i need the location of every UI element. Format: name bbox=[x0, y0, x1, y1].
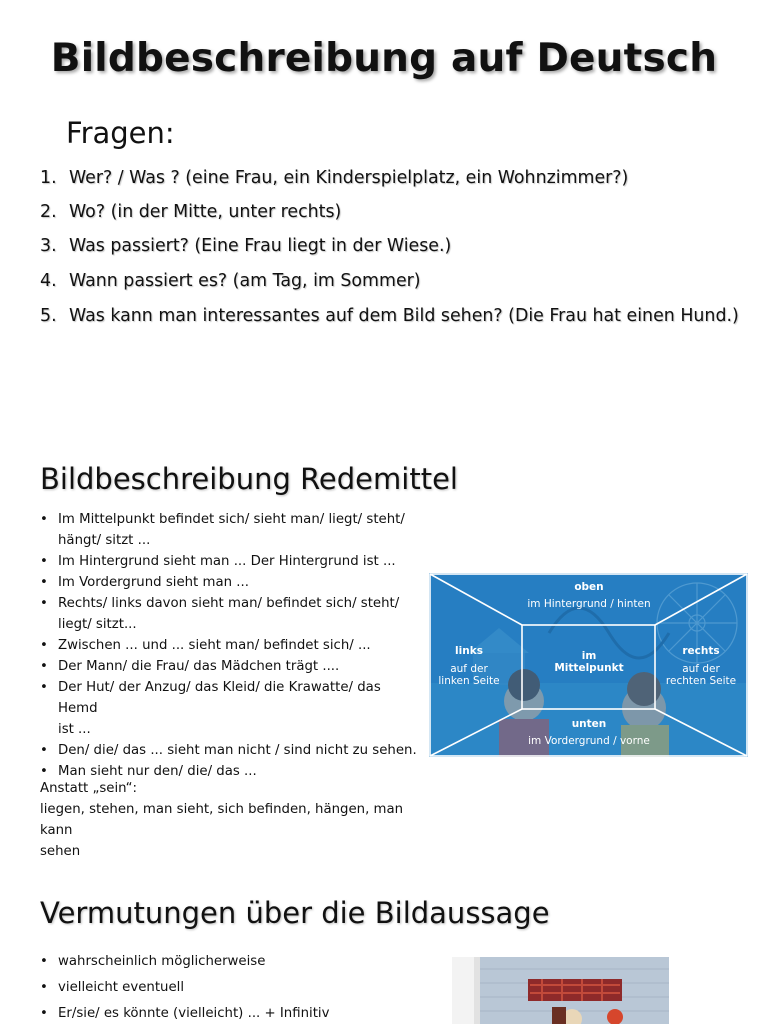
diagram-label-rechts-sub: auf der rechten Seite bbox=[665, 663, 737, 687]
list-item: • Im Hintergrund sieht man ... Der Hintergrund ist ... bbox=[40, 551, 420, 572]
question-number: 3. bbox=[40, 236, 57, 256]
list-item: • Der Hut/ der Anzug/ das Kleid/ die Krawatte/ das Hemd ist ... bbox=[40, 677, 420, 740]
list-item: • Den/ die/ das ... sieht man nicht / sind nicht zu sehen. bbox=[40, 740, 420, 761]
list-item: • Er/sie/ es könnte (vielleicht) ... + Infinitiv bbox=[40, 1001, 400, 1027]
vermutungen-list bbox=[40, 949, 400, 1027]
diagram-label-links-sub: auf der linken Seite bbox=[438, 663, 500, 687]
diagram-label-oben-sub: im Hintergrund / hinten bbox=[527, 598, 651, 610]
question-item bbox=[40, 202, 341, 222]
list-item: • Rechts/ links davon sieht man/ befindet sich/ steht/ liegt/ sitzt... bbox=[40, 593, 420, 635]
position-diagram bbox=[429, 573, 748, 757]
question-item bbox=[40, 306, 739, 326]
anstatt-note bbox=[40, 778, 420, 862]
list-item: • Im Vordergrund sieht man ... bbox=[40, 572, 420, 593]
list-item: • Im Mittelpunkt befindet sich/ sieht man/ liegt/ steht/ hängt/ sitzt ... bbox=[40, 509, 420, 551]
question-number: 2. bbox=[40, 202, 57, 222]
question-item bbox=[40, 271, 421, 291]
diagram-label-unten-sub: im Vordergrund / vorne bbox=[528, 735, 650, 747]
question-item bbox=[40, 236, 451, 256]
diagram-label-mitte: im Mittelpunkt bbox=[554, 650, 624, 674]
photo-illustration bbox=[452, 957, 669, 1024]
question-text: Was kann man interessantes auf dem Bild sehen? (Die Frau hat einen Hund.) bbox=[69, 306, 739, 326]
question-text: Was passiert? (Eine Frau liegt in der Wiese.) bbox=[69, 236, 452, 256]
anstatt-line: sehen bbox=[40, 844, 81, 859]
list-item: • vielleicht eventuell bbox=[40, 975, 400, 1001]
question-item bbox=[40, 168, 628, 188]
question-text: Wann passiert es? (am Tag, im Sommer) bbox=[69, 271, 421, 291]
diagram-label-oben: oben bbox=[574, 581, 604, 593]
fragen-heading: Fragen: bbox=[66, 116, 175, 150]
redemittel-heading: Bildbeschreibung Redemittel bbox=[40, 462, 458, 496]
question-number: 1. bbox=[40, 168, 57, 188]
anstatt-line: liegen, stehen, man sieht, sich befinden, hängen, man kann bbox=[40, 802, 404, 838]
diagram-label-unten: unten bbox=[571, 718, 607, 730]
question-number: 5. bbox=[40, 306, 57, 326]
list-item: • Zwischen ... und ... sieht man/ befindet sich/ ... bbox=[40, 635, 420, 656]
diagram-label-links: links bbox=[455, 645, 483, 657]
diagram-label-rechts: rechts bbox=[682, 645, 720, 657]
redemittel-list bbox=[40, 509, 420, 782]
list-item: • Man sieht nur den/ die/ das ... bbox=[40, 761, 420, 782]
question-text: Wer? / Was ? (eine Frau, ein Kinderspielplatz, ein Wohnzimmer?) bbox=[69, 168, 629, 188]
list-item: • wahrscheinlich möglicherweise bbox=[40, 949, 400, 975]
question-text: Wo? (in der Mitte, unter rechts) bbox=[69, 202, 342, 222]
example-photo bbox=[452, 957, 669, 1024]
page-title: Bildbeschreibung auf Deutsch bbox=[50, 36, 718, 81]
question-number: 4. bbox=[40, 271, 57, 291]
list-item: • Der Mann/ die Frau/ das Mädchen trägt .... bbox=[40, 656, 420, 677]
vermutungen-heading: Vermutungen über die Bildaussage bbox=[40, 896, 550, 930]
anstatt-label: Anstatt „sein“: bbox=[40, 781, 137, 796]
